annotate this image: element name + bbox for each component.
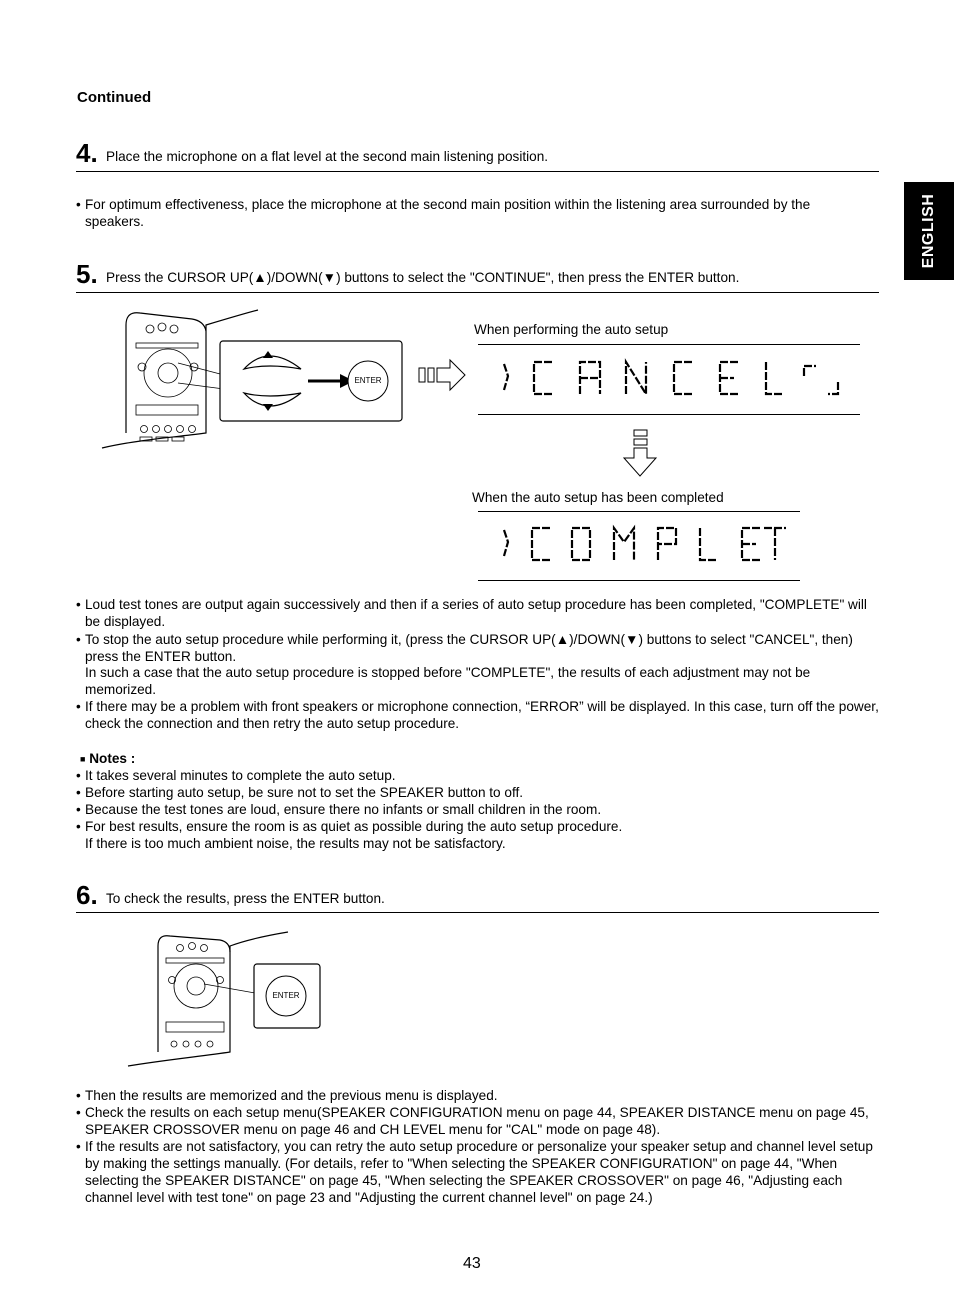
- step6-number: 6.: [76, 880, 98, 910]
- step5-bullet-2: • To stop the auto setup procedure while performing it, (press the CURSOR UP(▲)/DOWN(▼) buttons to select "CANCEL", then) press the ENTER button.: [76, 632, 853, 664]
- step5-cancel-note: In such a case that the auto setup procedure is stopped before "COMPLETE", the results of each adjustment may not be memorized.: [85, 665, 811, 697]
- flow-arrow-right-icon: [418, 358, 468, 392]
- step6-bullet-2: • Check the results on each setup menu(SPEAKER CONFIGURATION menu on page 44, SPEAKER DISTANCE menu on page 45, SPEAKER CROSSOVER menu on page 46 and CH LEVEL menu for "CAL" mode on page 48).: [76, 1105, 869, 1137]
- enter-button-label: ENTER: [354, 376, 382, 385]
- step4-bullet: • For optimum effectiveness, place the microphone at the second main position within the listening area surrounded by the speakers.: [76, 197, 811, 229]
- enter-button-label-2: ENTER: [272, 991, 300, 1000]
- step4-number: 4.: [76, 138, 98, 168]
- page-number: 43: [463, 1255, 481, 1272]
- display2-bottom-rule: [478, 580, 800, 581]
- step5-bullet-3: • If there may be a problem with front speakers or microphone connection, “ERROR” will be displayed. In this case, turn off the power, check the connection and then retry the auto setup procedure.: [76, 699, 879, 731]
- note-item-1: • It takes several minutes to complete the auto setup.: [76, 768, 396, 783]
- language-tab-label: ENGLISH: [920, 193, 937, 269]
- step4-instruction: Place the microphone on a flat level at the second main listening position.: [106, 149, 549, 164]
- flow-arrow-down-icon: [620, 428, 660, 478]
- lcd-display-complet: [490, 522, 800, 572]
- step6-bullet-1: • Then the results are memorized and the previous menu is displayed.: [76, 1088, 498, 1103]
- display2-top-rule: [478, 511, 800, 512]
- note-item-2: • Before starting auto setup, be sure not to set the SPEAKER button to off.: [76, 785, 524, 800]
- language-tab: [904, 182, 954, 280]
- step6-bullet-3: • If the results are not satisfactory, you can retry the auto setup procedure or personalize your speaker setup and channel level setup by making the settings manually. (For details, refer to "When selecting the SPEAKER CONFIGURATION" on page 44, "When selecting the SPEAKER DISTANCE" on page 45, "When selecting the SPEAKER CROSSOVER" on page 46, "Adjusting each channel level with test tone" on page 23 and "Adjusting the current channel level" on page 24.): [76, 1139, 873, 1205]
- note-extra: If there is too much ambient noise, the results may not be satisfactory.: [85, 836, 506, 851]
- notes-heading: ■ Notes :: [80, 751, 136, 766]
- note-item-3: • Because the test tones are loud, ensure there no infants or small children in the room.: [76, 802, 602, 817]
- step5-bullet-1: • Loud test tones are output again successively and then if a series of auto setup procedure has been completed, "COMPLETE" will be displayed.: [76, 597, 867, 629]
- step5-instruction: Press the CURSOR UP(▲)/DOWN(▼) buttons to select the "CONTINUE", then press the ENTER button.: [106, 270, 740, 285]
- caption-performing: When performing the auto setup: [474, 322, 669, 337]
- step6-instruction: To check the results, press the ENTER button.: [106, 891, 385, 906]
- display-top-rule: [478, 344, 860, 345]
- display-bottom-rule: [478, 414, 860, 415]
- step6-rule: [76, 912, 879, 913]
- step5-rule: [76, 292, 879, 293]
- caption-completed: When the auto setup has been completed: [472, 490, 724, 505]
- note-item-4: • For best results, ensure the room is as quiet as possible during the auto setup procedure.: [76, 819, 623, 834]
- lcd-display-cancel: [490, 356, 860, 406]
- step5-number: 5.: [76, 259, 98, 289]
- step4-rule: [76, 171, 879, 172]
- continued-heading: Continued: [77, 89, 152, 106]
